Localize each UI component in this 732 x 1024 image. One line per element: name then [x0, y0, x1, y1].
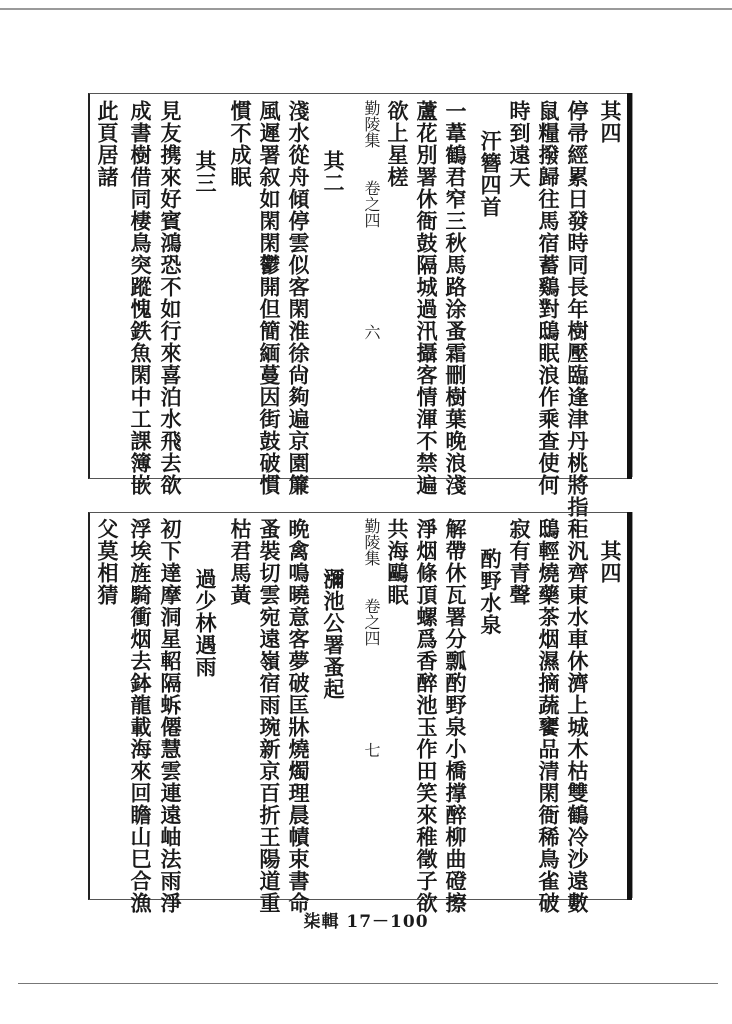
bottom-col-4: 寂有青聲: [507, 518, 532, 606]
top-col-8: 欲上星槎: [385, 100, 410, 188]
top-col-10: 淺水從舟傾停雲似客閑淮徐尙夠遍京園簾: [286, 100, 311, 496]
bottom-col-16: 父莫相猜: [95, 518, 120, 606]
bottom-col-5: 酌野水泉: [478, 548, 503, 636]
top-col-5: 汗簪四首: [478, 130, 503, 218]
scan-bottom-edge: [18, 983, 718, 984]
top-col-4: 時到遠天: [507, 100, 532, 188]
top-col-6: 一葦鶴君窄三秋馬路涂蚤霜刪樹葉晚浪淺: [443, 100, 468, 496]
top-col-3: 鼠糧撥歸往馬宿蓄鷄對鴟眠浪作乘查使何: [536, 100, 561, 496]
top-col-12: 慣不成眠: [228, 100, 253, 188]
bottom-col-9: 瀰池公署蚤起: [321, 568, 346, 700]
top-page-heading: 勤陵集 卷之四 六: [362, 100, 381, 340]
top-col-11: 風遲署叙如閑閑鬱開但簡緬蔓因街鼓破慣: [257, 100, 282, 496]
top-col-13: 其三: [193, 150, 218, 194]
bottom-col-14: 初下達摩洞星軺隔蚸僊慧雲連遠岫法雨淨: [158, 518, 183, 914]
bottom-col-12: 枯君馬黃: [228, 518, 253, 606]
top-col-15: 成書樹借同棲鳥突蹤愧鉄魚閑中工課簿嵌: [128, 100, 153, 496]
bottom-col-13: 過少林遇雨: [193, 568, 218, 678]
top-col-1: 其四: [598, 100, 623, 144]
top-col-2: 停帚經累日發時同長年樹壓臨逢津丹桃將指: [565, 100, 590, 518]
bottom-page-heading: 勤陵集 卷之四 七: [362, 518, 381, 758]
page-footer-number: 柒輯 17－100: [303, 912, 429, 932]
bottom-col-10: 晩禽鳴曉意客夢破匡牀燒燭理晨幘束書命: [286, 518, 311, 914]
bottom-col-1: 其四: [598, 540, 623, 584]
bottom-col-2: 秬汎齊東水車休濟上城木枯雙鶴冷沙遠數: [565, 518, 590, 914]
bottom-col-11: 蚤裝切雲宛遠嶺宿雨琬新京百折王陽道重: [257, 518, 282, 914]
bottom-col-8: 共海鷗眠: [385, 518, 410, 606]
scan-top-edge: [0, 8, 732, 10]
top-col-14: 見友携來好賓鴻恐不如行來喜泊水飛去欲: [158, 100, 183, 496]
bottom-col-7: 淨烟條頂螺爲香醉池玉作田笑來稚徵子欲: [414, 518, 439, 914]
top-col-9: 其二: [321, 150, 346, 194]
bottom-page-margin-rule: [632, 512, 657, 898]
bottom-col-6: 解帶休瓦署分瓢酌野泉小橋撑醉柳曲磴擦: [443, 518, 468, 914]
bottom-col-15: 浮埃旌騎衝烟去鉢龍載海來回瞻山巳合漁: [128, 518, 153, 914]
top-col-7: 蘆花別署休衙鼓隔城過汛攝客情渾不禁遍: [414, 100, 439, 496]
bottom-col-3: 鴟輕燒藥茶烟濕摘蔬饔品清閑衙稀鳥雀破: [536, 518, 561, 914]
top-page-margin-rule: [632, 93, 657, 477]
top-col-16: 此頁居諸: [95, 100, 120, 188]
